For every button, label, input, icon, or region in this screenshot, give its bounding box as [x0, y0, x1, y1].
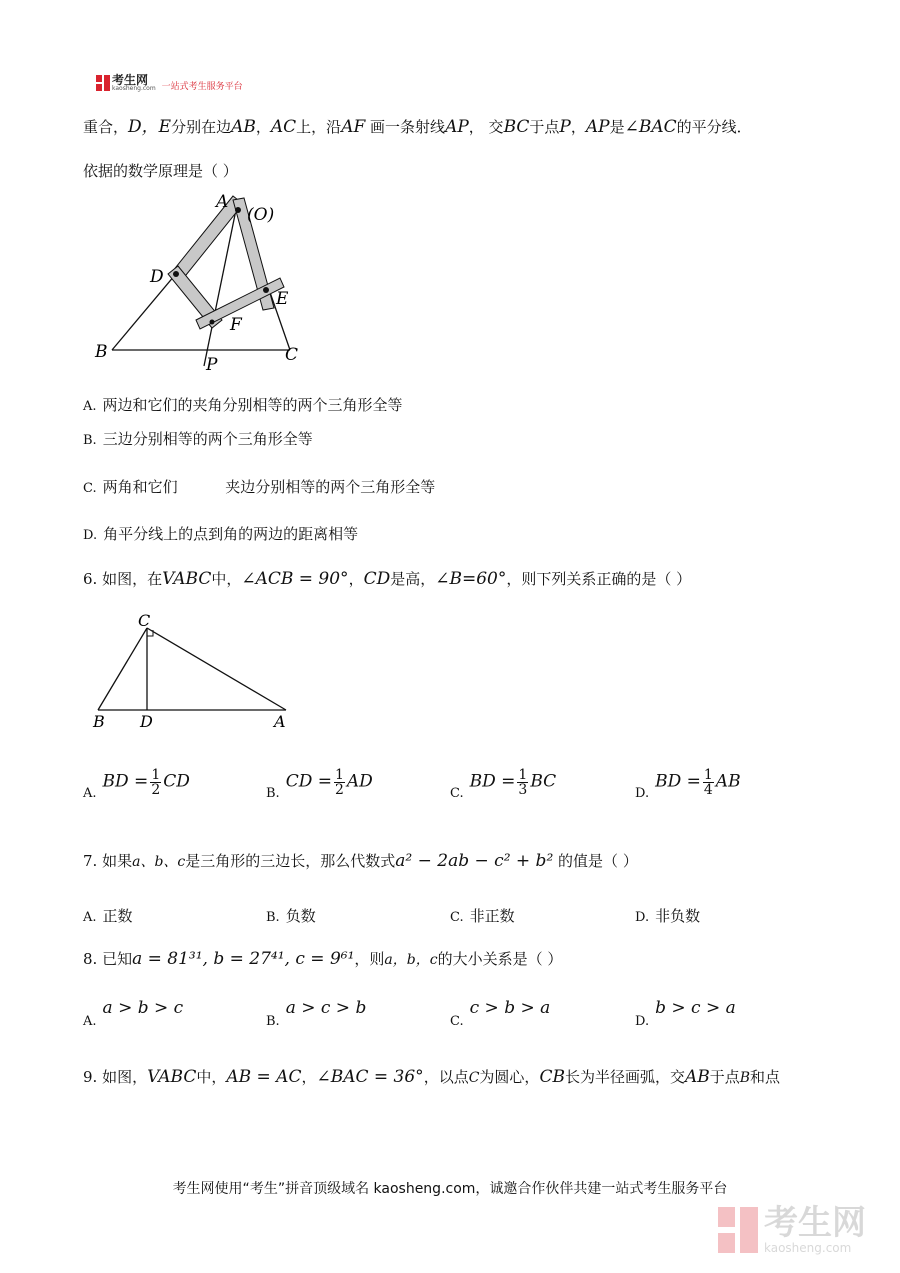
q7-stem: 7. 如果a、b、c是三角形的三边长，那么代数式a² − 2ab − c² + b² 的值是（ ） [83, 851, 638, 871]
q5-figure [90, 190, 320, 375]
watermark-domain: kaosheng.com [764, 1241, 852, 1255]
q6-option-c: C.BD = $\frac{1}{3}$ BC [450, 767, 557, 801]
q6-option-b: B.CD = $\frac{1}{2}$ AD [266, 767, 373, 801]
q8-option-c: C.c > b > a [450, 998, 551, 1029]
logo-domain: kaosheng.com [112, 85, 156, 92]
q8-option-b: B.a > c > b [266, 998, 367, 1029]
q7-option-c: C. 非正数 [450, 907, 515, 925]
q6-figure [88, 610, 298, 735]
q7-option-a: A. 正数 [83, 907, 133, 925]
q6-option-d: D.BD = $\frac{1}{4}$ AB [635, 767, 741, 801]
label-d: D [140, 712, 153, 731]
segment-ca [147, 628, 286, 710]
watermark-icon [718, 1207, 758, 1253]
watermark-name: 考生网 [764, 1203, 866, 1243]
footer-text: 考生网使用“考生”拼音顶级域名 kaosheng.com，诚邀合作伙伴共建一站式考生服务平台 [172, 1181, 728, 1197]
q9-stem: 9. 如图，VABC中，AB = AC，∠BAC = 36°，以点C为圆心，CB长为半径画弧，交AB于点B和点 [83, 1067, 781, 1087]
pivot-f [210, 320, 215, 325]
q6-option-a: A.BD = $\frac{1}{2}$ CD [83, 767, 190, 801]
segment-bc [98, 628, 147, 710]
label-o: (O) [247, 205, 275, 225]
q5-option-b: B. 三边分别相等的两个三角形全等 [83, 430, 313, 448]
label-b: B [95, 342, 108, 362]
q8-option-a: A.a > b > c [83, 998, 184, 1029]
q5-line1: 重合，D，E分别在边AB，AC上，沿AF 画一条射线AP， 交BC于点P，AP是∠BAC的平分线． [83, 117, 752, 137]
watermark-logo [718, 1203, 866, 1255]
label-c: C [138, 611, 151, 630]
label-p: P [206, 355, 218, 375]
logo-name: 考生网 [112, 73, 149, 87]
q6-stem: 6. 如图，在VABC中，∠ACB = 90°，CD是高，∠B=60°，则下列关系正确的是（ ） [83, 569, 692, 589]
label-f: F [230, 315, 242, 335]
label-a: A [274, 712, 286, 731]
logo-icon [96, 75, 110, 91]
logo-slogan: 一站式考生服务平台 [161, 81, 243, 92]
q5-option-c: C. 两角和它们 夹边分别相等的两个三角形全等 [83, 478, 436, 496]
q8-option-d: D.b > c > a [635, 998, 736, 1029]
pivot-a [235, 207, 241, 213]
q5-option-d: D. 角平分线上的点到角的两边的距离相等 [83, 525, 359, 543]
label-b: B [93, 712, 105, 731]
q8-stem: 8. 已知a = 81³¹, b = 27⁴¹, c = 9⁶¹，则a，b，c的大小关系是（ ） [83, 949, 563, 969]
label-d: D [150, 267, 164, 287]
label-c: C [285, 345, 299, 365]
q5-option-a: A. 两边和它们的夹角分别相等的两个三角形全等 [83, 396, 403, 414]
q5-line2: 依据的数学原理是（ ） [83, 162, 238, 180]
pivot-e [263, 287, 269, 293]
q7-option-d: D. 非负数 [635, 907, 701, 925]
pivot-d [173, 271, 179, 277]
header-logo [96, 74, 243, 92]
label-e: E [276, 289, 289, 309]
ruler-ad [172, 196, 243, 280]
label-a: A [216, 192, 229, 212]
q7-option-b: B. 负数 [266, 907, 316, 925]
